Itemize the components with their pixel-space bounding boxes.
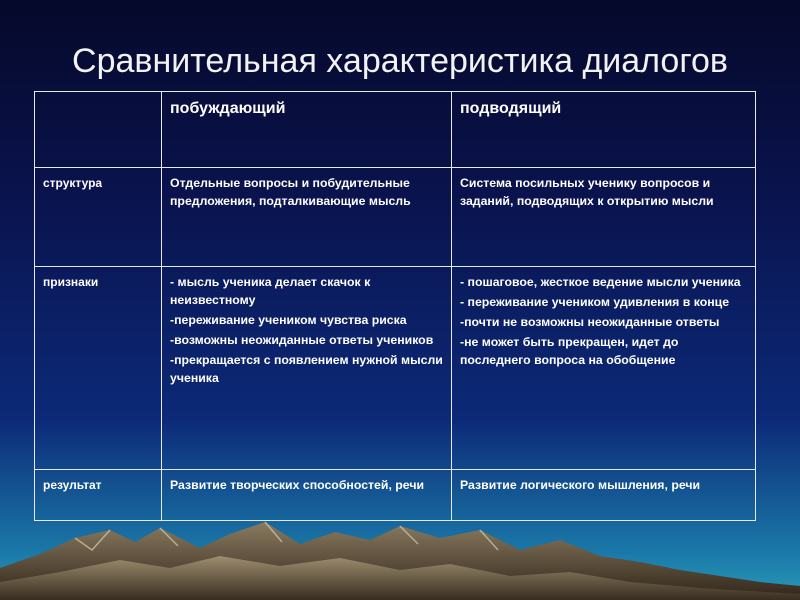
row-label-result: результат (35, 470, 162, 521)
cell-text: Развитие логического мышления, речи (460, 478, 701, 492)
cell-result-encouraging (162, 470, 452, 521)
list-item: -почти не возможны неожиданные ответы (460, 315, 720, 329)
mountains-illustration (0, 520, 800, 600)
cell-signs-encouraging (162, 267, 452, 470)
table-row (35, 267, 756, 470)
cell-text: Система посильных ученику вопросов и заданий, подводящих к открытию мысли (460, 176, 714, 208)
cell-text: Развитие творческих способностей, речи (170, 478, 425, 492)
slide-title: Сравнительная характеристика диалогов (72, 42, 728, 80)
table-row (35, 168, 756, 267)
table-header-row (35, 92, 756, 168)
header-cell-leading: подводящий (452, 92, 756, 168)
list-item: -прекращается с появлением нужной мысли ученика (170, 353, 443, 385)
header-cell-empty (35, 92, 162, 168)
table-row (35, 470, 756, 521)
comparison-table (34, 91, 756, 521)
header-cell-encouraging: побуждающий (162, 92, 452, 168)
cell-signs-leading (452, 267, 756, 470)
list-item: - переживание учеником удивления в конце (460, 295, 730, 309)
row-label-structure: структура (35, 168, 162, 267)
cell-structure-encouraging (162, 168, 452, 267)
cell-text: Отдельные вопросы и побудительные предложения, подталкивающие мысль (170, 176, 411, 208)
row-label-signs: признаки (35, 267, 162, 470)
list-item: -переживание учеником чувства риска (170, 313, 407, 327)
list-item: -не может быть прекращен, идет до последнего вопроса на обобщение (460, 335, 679, 367)
list-item: -возможны неожиданные ответы учеников (170, 333, 434, 347)
cell-structure-leading (452, 168, 756, 267)
list-item: - пошаговое, жесткое ведение мысли ученика (460, 275, 741, 289)
list-item: - мысль ученика делает скачок к неизвестному (170, 275, 371, 307)
cell-result-leading (452, 470, 756, 521)
